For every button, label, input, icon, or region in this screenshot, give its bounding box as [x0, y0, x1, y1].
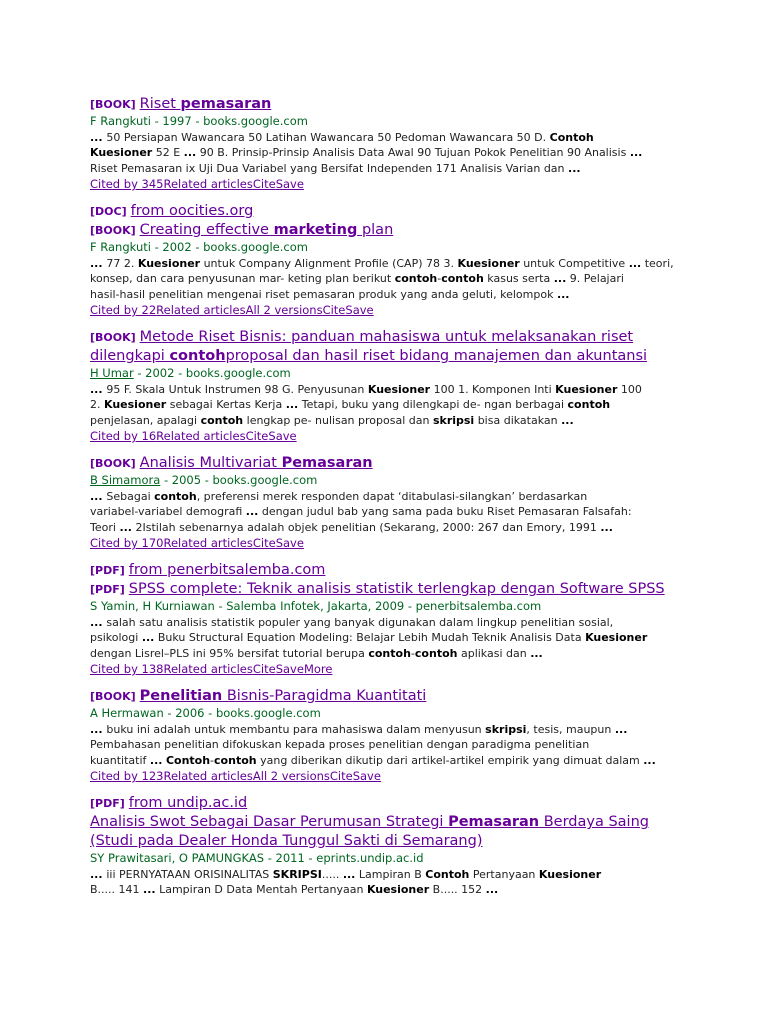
snippet-highlight: Kuesioner	[90, 146, 153, 159]
snippet-text: Riset Pemasaran ix Uji Dua Variabel yang Bersifat Independen 171 Analisis Varian dan	[90, 161, 569, 175]
snippet-text: Pembahasan penelitian difokuskan kepada proses penelitian dengan paradigma penelitian	[90, 738, 590, 751]
cite-link[interactable]: Cite	[252, 662, 276, 676]
result-item	[90, 687, 730, 784]
result-snippet-line	[90, 737, 730, 753]
snippet-text: lengkap pe- nulisan proposal dan	[243, 413, 433, 427]
result-title-highlight: pemasaran	[180, 96, 272, 112]
cited-by-link[interactable]: Cited by 138	[90, 662, 164, 676]
snippet-highlight: contoh	[567, 398, 611, 411]
snippet-highlight: ...	[90, 130, 107, 144]
snippet-text: -	[210, 753, 215, 767]
type-tag: [BOOK]	[90, 98, 136, 111]
snippet-highlight: Kuesioner	[538, 867, 602, 881]
snippet-text: salah satu analisis statistik populer yang banyak digunakan dalam lingkup penelitian sosial,	[106, 615, 614, 629]
result-author	[90, 473, 730, 489]
related-articles-link[interactable]: Related articles	[163, 177, 253, 191]
snippet-text: buku ini adalah untuk membantu para mahasiswa dalam menyusun	[106, 722, 486, 736]
cited-by-link[interactable]: Cited by 16	[90, 429, 157, 443]
snippet-highlight: ...	[614, 722, 628, 736]
type-tag: [PDF]	[90, 583, 125, 596]
snippet-text: , preferensi merek responden dapat ‘ditabulasi-silangkan’ berdasarkan	[196, 489, 588, 503]
result-item	[90, 561, 730, 677]
snippet-highlight: ...	[628, 256, 642, 270]
result-title-link[interactable]: proposal dan hasil riset bidang manajemen dan akuntansi	[225, 348, 648, 364]
snippet-highlight: ...	[90, 867, 107, 881]
result-title-link[interactable]: plan	[357, 222, 394, 238]
cite-link[interactable]: Cite	[252, 536, 276, 550]
result-links	[90, 661, 730, 677]
result-title-highlight: Penelitian	[139, 688, 223, 704]
result-title-link[interactable]: (Studi pada Dealer Honda Tunggul Sakti di Semarang)	[90, 833, 483, 849]
related-articles-link[interactable]: Related articles	[163, 536, 253, 550]
result-title-link[interactable]	[274, 222, 358, 238]
snippet-highlight: Kuesioner	[104, 398, 167, 411]
snippet-text: Lampiran B	[355, 867, 426, 881]
snippet-highlight: ...	[285, 398, 299, 411]
result-snippet-line	[90, 382, 730, 398]
snippet-highlight: Kuesioner	[367, 382, 431, 396]
snippet-text: bisa dikatakan	[474, 413, 562, 427]
snippet-highlight: contoh	[200, 413, 244, 427]
source-link[interactable]: from undip.ac.id	[128, 795, 248, 811]
snippet-highlight: skripsi	[432, 413, 475, 427]
author-link[interactable]: B Simamora	[90, 473, 161, 487]
snippet-text: konsep, dan cara penyusunan mar- keting plan berikut	[90, 272, 395, 285]
snippet-text: 52 E	[152, 146, 184, 159]
related-articles-link[interactable]: Related articles	[163, 769, 253, 783]
result-item	[90, 95, 730, 192]
snippet-text: aplikasi dan	[457, 646, 531, 660]
result-title-link[interactable]	[181, 96, 272, 112]
snippet-highlight: Kuesioner	[555, 382, 618, 396]
result-title-link[interactable]: Metode Riset Bisnis: panduan mahasiswa untuk melaksanakan riset	[139, 329, 634, 345]
snippet-highlight: ...	[553, 272, 567, 285]
snippet-highlight: contoh	[414, 646, 458, 660]
result-title-line	[90, 328, 730, 347]
result-title-line	[90, 832, 730, 851]
result-snippet-line	[90, 145, 730, 161]
snippet-highlight: contoh	[154, 489, 197, 503]
snippet-text: -	[437, 272, 442, 285]
snippet-highlight: ...	[245, 505, 259, 518]
snippet-text: yang diberikan dikutip dari artikel-artikel empirik yang dimuat dalam	[256, 753, 644, 767]
type-tag: [BOOK]	[90, 331, 136, 344]
snippet-text: untuk Company Alignment Profile (CAP) 78 3.	[200, 256, 458, 270]
snippet-highlight: Contoh	[165, 753, 211, 767]
cite-link[interactable]: Cite	[329, 769, 353, 783]
result-title-link[interactable]: Riset	[139, 96, 181, 112]
author-text: - 2005 - books.google.com	[160, 473, 318, 487]
type-tag: [BOOK]	[90, 224, 136, 237]
snippet-text: penjelasan, apalagi	[90, 413, 201, 427]
author-link[interactable]: H Umar	[90, 366, 134, 380]
result-links	[90, 768, 730, 784]
snippet-text: 2.	[90, 398, 104, 411]
result-title-line	[90, 347, 730, 366]
result-title-line	[90, 221, 730, 240]
save-link[interactable]: Save	[345, 303, 374, 317]
result-title-link[interactable]: Creating effective	[139, 222, 274, 238]
source-link[interactable]: from penerbitsalemba.com	[128, 562, 326, 578]
snippet-highlight: ...	[568, 161, 581, 175]
snippet-highlight: Kuesioner	[137, 256, 201, 270]
cited-by-link[interactable]: Cited by 22	[90, 303, 157, 317]
snippet-highlight: ...	[90, 489, 107, 503]
result-title-line	[90, 687, 730, 706]
snippet-text: 100	[617, 382, 642, 396]
result-item	[90, 328, 730, 444]
result-snippet-line	[90, 256, 730, 272]
result-title-highlight: Pemasaran	[448, 814, 540, 830]
snippet-text: Lampiran D Data Mentah Pertanyaan	[155, 883, 367, 896]
result-title-line	[90, 454, 730, 473]
result-snippet-line	[90, 489, 730, 505]
result-links	[90, 428, 730, 444]
snippet-text: Buku Structural Equation Modeling: Belajar Lebih Mudah Teknik Analisis Data	[154, 631, 586, 644]
snippet-highlight: ...	[90, 615, 107, 629]
result-title-line	[90, 202, 730, 221]
snippet-highlight: contoh	[214, 753, 257, 767]
result-title-highlight: marketing	[273, 222, 358, 238]
snippet-text: 90 B. Prinsip-Prinsip Analisis Data Awal 90 Tujuan Pokok Penelitian 90 Analisis	[196, 146, 630, 159]
result-snippet-line	[90, 520, 730, 536]
snippet-text: teori,	[641, 256, 674, 270]
snippet-text: sebagai Kertas Kerja	[166, 398, 286, 411]
result-title-link[interactable]	[140, 688, 223, 704]
result-author	[90, 851, 730, 867]
source-link[interactable]: from oocities.org	[130, 203, 254, 219]
snippet-text: , tesis, maupun	[526, 722, 615, 736]
snippet-highlight: ...	[629, 146, 643, 159]
snippet-text: 77 2.	[106, 256, 138, 270]
result-snippet-line	[90, 646, 730, 662]
type-tag: [PDF]	[90, 564, 125, 577]
snippet-highlight: ...	[90, 722, 107, 736]
snippet-highlight: Kuesioner	[585, 631, 648, 644]
cited-by-link[interactable]: Cited by 123	[90, 769, 164, 783]
related-articles-link[interactable]: Related articles	[156, 429, 246, 443]
result-author	[90, 366, 730, 382]
related-articles-link[interactable]: Related articles	[156, 303, 246, 317]
results-list	[90, 95, 730, 908]
result-links	[90, 176, 730, 192]
result-snippet-line	[90, 287, 730, 303]
snippet-text: 50 Persiapan Wawancara 50 Latihan Wawancara 50 Pedoman Wawancara 50 D.	[106, 130, 550, 144]
snippet-text: dengan Lisrel–PLS ini 95% bersifat tutorial berupa	[90, 646, 369, 660]
cited-by-link[interactable]: Cited by 170	[90, 536, 164, 550]
snippet-text: variabel-variabel demografi	[90, 505, 246, 518]
all-versions-link[interactable]: All 2 versions	[245, 303, 323, 317]
cite-link[interactable]: Cite	[245, 429, 269, 443]
cited-by-link[interactable]: Cited by 345	[90, 177, 164, 191]
author-text: S Yamin, H Kurniawan - Salemba Infotek, Jakarta, 2009 - penerbitsalemba.com	[90, 599, 542, 613]
result-links	[90, 302, 730, 318]
result-title-link[interactable]: dilengkapi	[90, 348, 170, 364]
snippet-highlight: contoh	[441, 272, 484, 285]
result-snippet-line	[90, 722, 730, 738]
snippet-highlight: ...	[183, 146, 197, 159]
snippet-text: 9. Pelajari	[566, 272, 624, 285]
result-snippet-line	[90, 271, 730, 287]
snippet-text: dengan judul bab yang sama pada buku Riset Pemasaran Falsafah:	[258, 505, 632, 518]
result-title-line	[90, 813, 730, 832]
snippet-highlight: ...	[119, 520, 132, 534]
result-title-line	[90, 794, 730, 813]
snippet-text: Tetapi, buku yang dilengkapi de- ngan berbagai	[298, 398, 568, 411]
snippet-text: 100 1. Komponen Inti	[430, 382, 556, 396]
snippet-highlight: ...	[149, 753, 163, 767]
snippet-text: .....	[321, 867, 343, 881]
snippet-text: 95 F. Skala Untuk Instrumen 98 G. Penyusunan	[106, 382, 368, 396]
snippet-highlight: ...	[342, 867, 356, 881]
snippet-highlight: contoh	[368, 646, 411, 660]
result-title-highlight: Pemasaran	[281, 455, 373, 471]
snippet-highlight: ...	[643, 753, 656, 767]
result-snippet-line	[90, 753, 730, 769]
result-snippet-line	[90, 630, 730, 646]
snippet-highlight: ...	[90, 256, 107, 270]
author-text: F Rangkuti - 1997 - books.google.com	[90, 114, 308, 128]
result-snippet-line	[90, 615, 730, 631]
snippet-text: -	[410, 646, 415, 660]
snippet-highlight: ...	[90, 382, 107, 396]
result-item	[90, 454, 730, 551]
result-title-line	[90, 95, 730, 114]
result-title-link[interactable]	[282, 455, 373, 471]
related-articles-link[interactable]: Related articles	[163, 662, 253, 676]
author-text: - 2002 - books.google.com	[133, 366, 291, 380]
save-link[interactable]: Save	[352, 769, 381, 783]
snippet-highlight: ...	[141, 631, 155, 644]
snippet-highlight: skripsi	[485, 722, 527, 736]
type-tag: [DOC]	[90, 205, 127, 218]
result-title-line	[90, 580, 730, 599]
snippet-text: untuk Competitive	[519, 256, 629, 270]
author-text: F Rangkuti - 2002 - books.google.com	[90, 240, 308, 254]
snippet-highlight: Kuesioner	[457, 256, 520, 270]
snippet-text: Pertanyaan	[469, 867, 539, 881]
save-link[interactable]: Save	[275, 662, 304, 676]
snippet-text: iii PERNYATAAN ORISINALITAS	[106, 867, 273, 881]
result-snippet-line	[90, 130, 730, 146]
snippet-highlight: Contoh	[425, 867, 470, 881]
result-item	[90, 794, 730, 898]
result-author	[90, 706, 730, 722]
snippet-highlight: ...	[561, 413, 574, 427]
result-title-link[interactable]: Berdaya Saing	[539, 814, 649, 830]
result-snippet-line	[90, 413, 730, 429]
result-title-line	[90, 561, 730, 580]
type-tag: [BOOK]	[90, 690, 136, 703]
snippet-highlight: SKRIPSI	[272, 867, 322, 881]
result-title-link[interactable]: SPSS complete: Teknik analisis statistik terlengkap dengan Software SPSS	[128, 581, 665, 597]
save-link[interactable]: Save	[275, 177, 304, 191]
result-title-link[interactable]	[169, 348, 225, 364]
result-links	[90, 535, 730, 551]
result-author	[90, 114, 730, 130]
author-text: SY Prawitasari, O PAMUNGKAS - 2011 - eprints.undip.ac.id	[90, 851, 424, 865]
type-tag: [BOOK]	[90, 457, 136, 470]
result-snippet-line	[90, 504, 730, 520]
result-author	[90, 240, 730, 256]
snippet-highlight: contoh	[394, 272, 438, 285]
snippet-highlight: Kuesioner	[366, 883, 430, 896]
snippet-text: psikologi	[90, 631, 142, 644]
more-link[interactable]: More	[303, 662, 333, 676]
result-snippet-line	[90, 397, 730, 413]
result-author	[90, 599, 730, 615]
result-snippet-line	[90, 161, 730, 177]
snippet-highlight: ...	[600, 520, 613, 534]
snippet-highlight: ...	[556, 287, 570, 301]
snippet-text: hasil-hasil penelitian mengenai riset pemasaran produk yang anda geluti, kelompok	[90, 287, 557, 301]
save-link[interactable]: Save	[275, 536, 304, 550]
cite-link[interactable]: Cite	[252, 177, 276, 191]
snippet-highlight: ...	[530, 646, 543, 660]
snippet-text: 2Istilah sebenarnya adalah objek penelitian (Sekarang, 2000: 267 dan Emory, 1991	[131, 520, 601, 534]
result-snippet-line	[90, 882, 730, 898]
result-title-link[interactable]	[448, 814, 539, 830]
snippet-highlight: ...	[485, 883, 499, 896]
cite-link[interactable]: Cite	[322, 303, 346, 317]
result-title-link[interactable]: Bisnis-Paragidma Kuantitati	[222, 688, 427, 704]
result-title-link[interactable]: Analisis Swot Sebagai Dasar Perumusan Strategi	[90, 814, 449, 830]
result-title-highlight: contoh	[169, 348, 226, 364]
snippet-text: kuantitatif	[90, 753, 150, 767]
result-snippet-line	[90, 867, 730, 883]
type-tag: [PDF]	[90, 797, 125, 810]
snippet-text: Teori	[90, 520, 120, 534]
save-link[interactable]: Save	[268, 429, 297, 443]
author-text: A Hermawan - 2006 - books.google.com	[90, 706, 321, 720]
snippet-highlight: Contoh	[549, 130, 594, 144]
snippet-text: Sebagai	[106, 489, 155, 503]
snippet-text: B..... 141	[90, 883, 144, 896]
snippet-text: B..... 152	[429, 883, 486, 896]
all-versions-link[interactable]: All 2 versions	[252, 769, 330, 783]
result-title-link[interactable]: Analisis Multivariat	[139, 455, 282, 471]
result-item	[90, 202, 730, 318]
snippet-text: kasus serta	[483, 272, 554, 285]
snippet-highlight: ...	[143, 883, 156, 896]
